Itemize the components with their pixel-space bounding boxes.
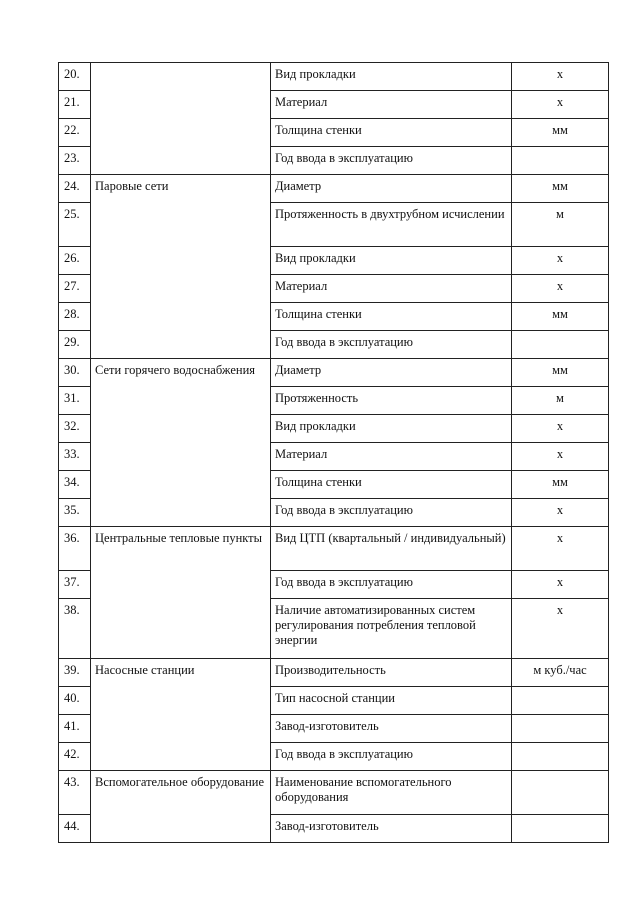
row-parameter: Завод-изготовитель (271, 715, 512, 743)
row-unit: мм (512, 175, 609, 203)
row-parameter: Толщина стенки (271, 471, 512, 499)
row-parameter: Диаметр (271, 359, 512, 387)
row-number: 44. (59, 815, 91, 843)
row-number: 42. (59, 743, 91, 771)
row-unit: х (512, 443, 609, 471)
row-category: Центральные тепловые пункты (91, 527, 271, 659)
row-unit (512, 147, 609, 175)
row-parameter: Толщина стенки (271, 303, 512, 331)
row-unit: х (512, 63, 609, 91)
row-category (91, 63, 271, 175)
row-unit: м (512, 387, 609, 415)
row-parameter: Толщина стенки (271, 119, 512, 147)
equipment-parameters-table (58, 62, 609, 843)
row-unit: мм (512, 303, 609, 331)
row-number: 31. (59, 387, 91, 415)
row-parameter: Протяженность (271, 387, 512, 415)
row-unit: м (512, 203, 609, 247)
row-unit (512, 743, 609, 771)
row-unit: х (512, 599, 609, 659)
row-number: 33. (59, 443, 91, 471)
row-unit (512, 771, 609, 815)
row-unit: мм (512, 471, 609, 499)
row-parameter: Год ввода в эксплуатацию (271, 147, 512, 175)
row-category: Насосные станции (91, 659, 271, 771)
table-row (59, 527, 609, 571)
row-parameter: Год ввода в эксплуатацию (271, 331, 512, 359)
row-unit: х (512, 527, 609, 571)
row-parameter: Вид прокладки (271, 415, 512, 443)
row-number: 30. (59, 359, 91, 387)
row-number: 34. (59, 471, 91, 499)
row-unit (512, 815, 609, 843)
row-number: 28. (59, 303, 91, 331)
row-category: Сети горячего водоснабжения (91, 359, 271, 527)
row-parameter: Наличие автоматизированных систем регулирования потребления тепловой энергии (271, 599, 512, 659)
row-number: 20. (59, 63, 91, 91)
row-parameter: Вид ЦТП (квартальный / индивидуальный) (271, 527, 512, 571)
table-row (59, 175, 609, 203)
row-unit: мм (512, 359, 609, 387)
row-parameter: Год ввода в эксплуатацию (271, 499, 512, 527)
row-parameter: Завод-изготовитель (271, 815, 512, 843)
table-row (59, 359, 609, 387)
table-row (59, 63, 609, 91)
row-unit: х (512, 571, 609, 599)
row-unit: х (512, 499, 609, 527)
row-category: Паровые сети (91, 175, 271, 359)
row-unit: х (512, 247, 609, 275)
row-number: 25. (59, 203, 91, 247)
row-number: 39. (59, 659, 91, 687)
table-row (59, 771, 609, 815)
row-unit: м куб./час (512, 659, 609, 687)
row-number: 40. (59, 687, 91, 715)
row-parameter: Год ввода в эксплуатацию (271, 743, 512, 771)
row-parameter: Производительность (271, 659, 512, 687)
row-number: 29. (59, 331, 91, 359)
row-number: 22. (59, 119, 91, 147)
row-parameter: Протяженность в двухтрубном исчислении (271, 203, 512, 247)
row-parameter: Диаметр (271, 175, 512, 203)
row-number: 38. (59, 599, 91, 659)
row-number: 26. (59, 247, 91, 275)
row-parameter: Вид прокладки (271, 247, 512, 275)
row-unit: х (512, 275, 609, 303)
row-number: 32. (59, 415, 91, 443)
row-parameter: Вид прокладки (271, 63, 512, 91)
row-number: 21. (59, 91, 91, 119)
row-number: 43. (59, 771, 91, 815)
row-number: 41. (59, 715, 91, 743)
row-parameter: Наименование вспомогательного оборудования (271, 771, 512, 815)
row-number: 36. (59, 527, 91, 571)
row-category: Вспомогательное оборудование (91, 771, 271, 843)
row-unit (512, 687, 609, 715)
row-number: 23. (59, 147, 91, 175)
row-number: 27. (59, 275, 91, 303)
row-number: 37. (59, 571, 91, 599)
row-parameter: Тип насосной станции (271, 687, 512, 715)
row-unit: х (512, 415, 609, 443)
row-unit (512, 715, 609, 743)
row-parameter: Материал (271, 91, 512, 119)
row-number: 24. (59, 175, 91, 203)
table-row (59, 659, 609, 687)
row-number: 35. (59, 499, 91, 527)
row-unit (512, 331, 609, 359)
row-parameter: Год ввода в эксплуатацию (271, 571, 512, 599)
row-parameter: Материал (271, 275, 512, 303)
row-unit: х (512, 91, 609, 119)
row-unit: мм (512, 119, 609, 147)
row-parameter: Материал (271, 443, 512, 471)
